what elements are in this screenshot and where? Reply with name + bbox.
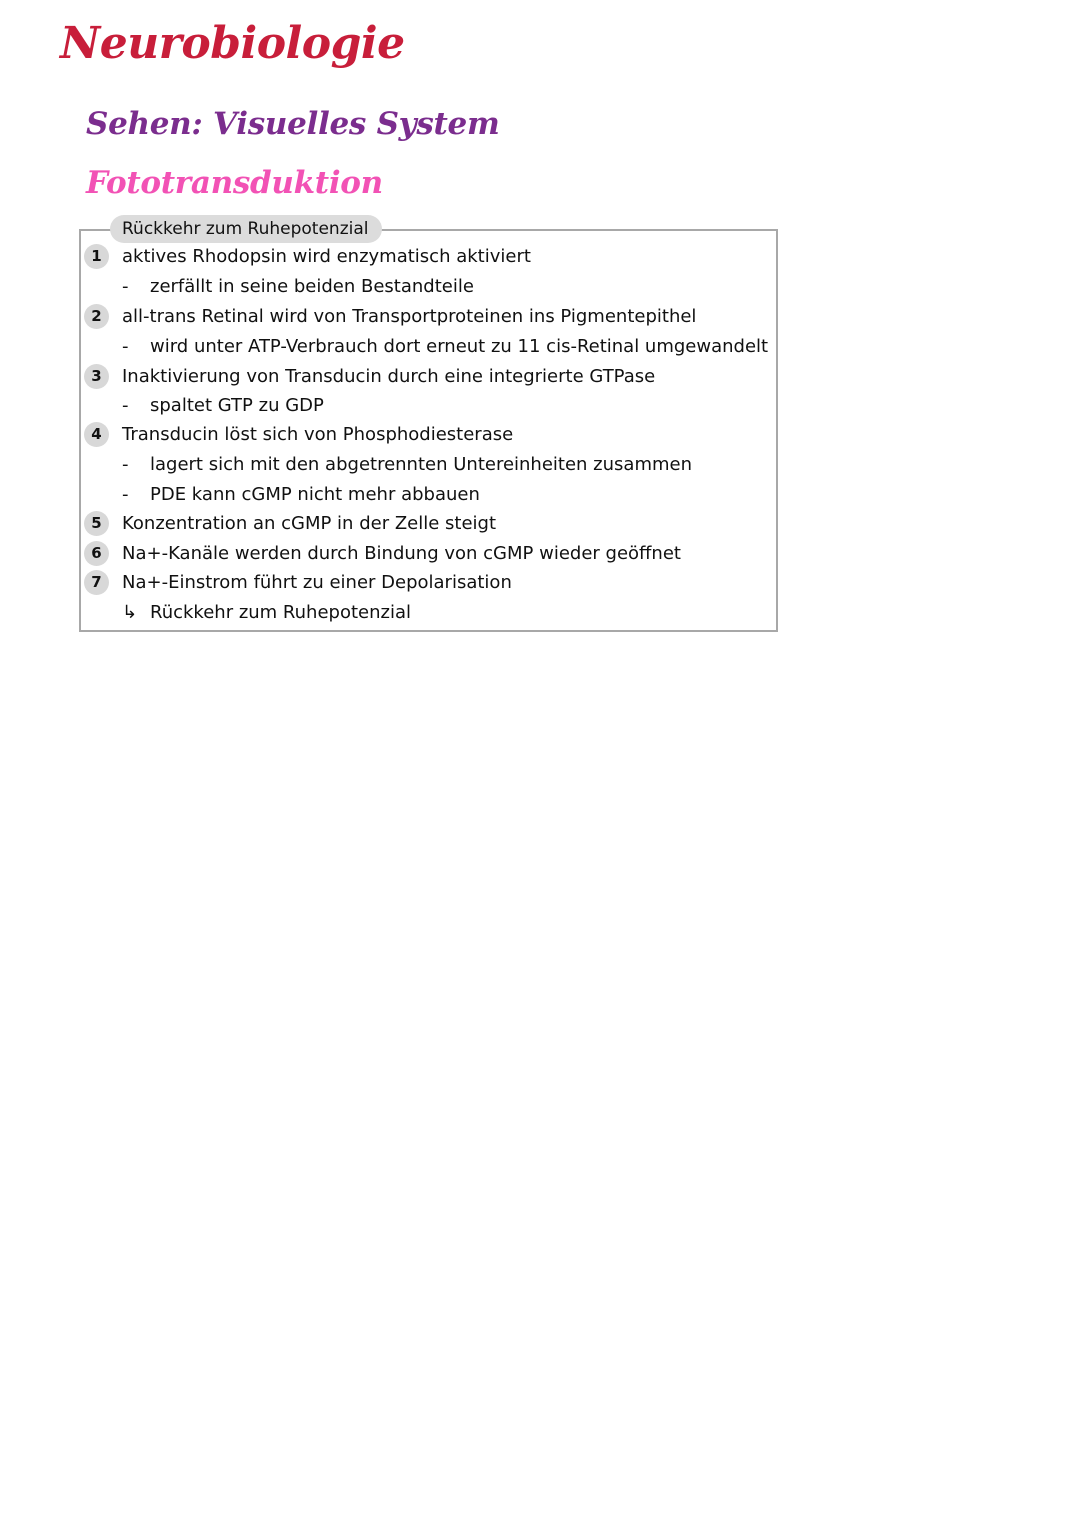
sub-point [122, 272, 474, 302]
dash-bullet: - [122, 454, 129, 475]
step-text: aktives Rhodopsin wird enzymatisch aktiviert [122, 246, 531, 267]
step-row-7 [0, 568, 1080, 598]
step-row-2 [0, 302, 1080, 332]
step-number-badge: 1 [84, 244, 109, 269]
step-text: Transducin löst sich von Phosphodiesterase [122, 424, 514, 445]
step-text: Na+-Kanäle werden durch Bindung von cGMP wieder geöffnet [122, 543, 681, 564]
dash-bullet: - [122, 395, 129, 416]
sub-point [122, 332, 768, 362]
sub-point-row [0, 450, 1080, 480]
arrow-icon: ↳ [122, 602, 138, 623]
conclusion-text: Rückkehr zum Ruhepotenzial [150, 602, 411, 623]
step-row-4 [0, 420, 1080, 450]
step-number-badge: 5 [84, 511, 109, 536]
conclusion-row [0, 598, 1080, 628]
sub-point-text: spaltet GTP zu GDP [150, 395, 324, 416]
sub-point-text: PDE kann cGMP nicht mehr abbauen [150, 484, 480, 505]
step-row-1 [0, 242, 1080, 272]
step-text: Konzentration an cGMP in der Zelle steigt [122, 513, 497, 534]
step-text: Inaktivierung von Transducin durch eine integrierte GTPase [122, 366, 656, 387]
sub-point-row [0, 391, 1080, 421]
step-number-badge: 4 [84, 422, 109, 447]
step-text: all-trans Retinal wird von Transportproteinen ins Pigmentepithel [122, 306, 697, 327]
dash-bullet: - [122, 484, 129, 505]
step-row-5 [0, 509, 1080, 539]
step-number-badge: 3 [84, 364, 109, 389]
sub-point-row [0, 272, 1080, 302]
page-subtitle: Sehen: Visuelles System [86, 106, 500, 142]
step-row-3 [0, 362, 1080, 392]
sub-point-text: lagert sich mit den abgetrennten Untereinheiten zusammen [150, 454, 692, 475]
sub-point [122, 480, 480, 510]
sub-point-row [0, 332, 1080, 362]
sub-point [122, 391, 324, 421]
step-number-badge: 6 [84, 541, 109, 566]
sub-point [122, 450, 692, 480]
sub-point-text: zerfällt in seine beiden Bestandteile [150, 276, 474, 297]
box-label: Rückkehr zum Ruhepotenzial [110, 215, 382, 243]
step-text: Na+-Einstrom führt zu einer Depolarisation [122, 572, 512, 593]
dash-bullet: - [122, 336, 129, 357]
section-title: Fototransduktion [86, 165, 383, 201]
page-title: Neurobiologie [60, 18, 405, 69]
sub-point-row [0, 480, 1080, 510]
conclusion [122, 598, 411, 628]
step-number-badge: 7 [84, 570, 109, 595]
dash-bullet: - [122, 276, 129, 297]
step-number-badge: 2 [84, 304, 109, 329]
step-row-6 [0, 539, 1080, 569]
sub-point-text: wird unter ATP-Verbrauch dort erneut zu 11 cis-Retinal umgewandelt [150, 336, 769, 357]
